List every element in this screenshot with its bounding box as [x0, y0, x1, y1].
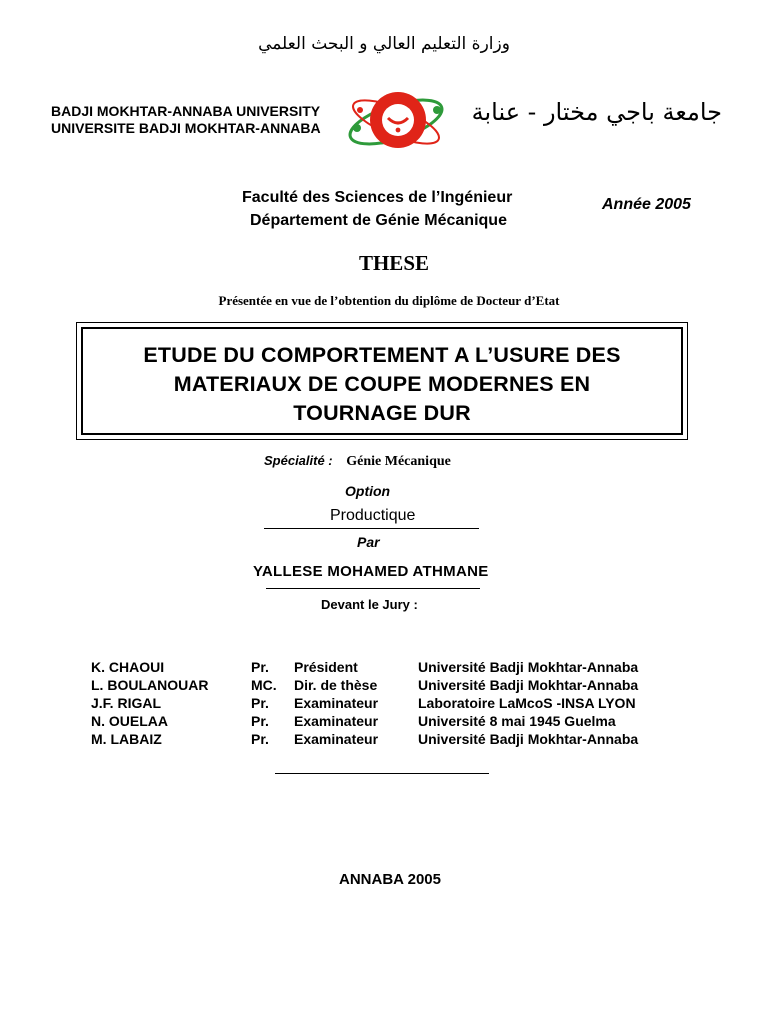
year-label: Année 2005 — [602, 196, 691, 213]
thesis-title-line2: MATERIAUX DE COUPE MODERNES EN — [173, 372, 591, 396]
thesis-title — [83, 341, 681, 428]
jury-institution: Université 8 mai 1945 Guelma — [418, 713, 616, 729]
jury-role: Examinateur — [294, 695, 379, 711]
title-frame — [76, 322, 688, 440]
jury-institution: Université Badji Mokhtar-Annaba — [418, 659, 639, 675]
university-name-line1: BADJI MOKHTAR-ANNABA UNIVERSITY — [51, 103, 321, 119]
specialty-label: Spécialité : — [264, 453, 333, 468]
jury-grade: Pr. — [251, 659, 269, 675]
jury-role: Président — [294, 659, 358, 675]
jury-name: L. BOULANOUAR — [91, 677, 209, 693]
jury-name: K. CHAOUI — [91, 659, 165, 675]
jury-grade: Pr. — [251, 695, 269, 711]
divider — [266, 588, 480, 589]
presented-for: Présentée en vue de l’obtention du diplôme de Docteur d’Etat — [218, 293, 560, 308]
jury-grade: MC. — [251, 677, 277, 693]
jury-label: Devant le Jury : — [321, 597, 418, 612]
jury-name: M. LABAIZ — [91, 731, 162, 747]
university-name-line2: UNIVERSITE BADJI MOKHTAR-ANNABA — [51, 120, 321, 136]
jury-role: Examinateur — [294, 713, 379, 729]
jury-institution: Laboratoire LaMcoS -INSA LYON — [418, 695, 636, 711]
author-name: YALLESE MOHAMED ATHMANE — [253, 563, 489, 580]
university-name-ar: جامعة باجي مختار - عنابة — [471, 98, 722, 126]
faculty-block — [242, 186, 512, 232]
jury-role: Examinateur — [294, 731, 379, 747]
department-name: Département de Génie Mécanique — [250, 212, 507, 229]
city-year: ANNABA 2005 — [339, 871, 441, 888]
document-type: THESE — [358, 251, 430, 275]
university-logo-icon — [340, 80, 452, 160]
divider — [264, 528, 479, 529]
university-name-fr — [51, 103, 321, 137]
specialty-value: Génie Mécanique — [346, 454, 451, 469]
specialty — [264, 453, 451, 470]
thesis-title-line3: TOURNAGE DUR — [293, 401, 471, 425]
faculty-name: Faculté des Sciences de l’Ingénieur — [242, 189, 513, 206]
jury-institution: Université Badji Mokhtar-Annaba — [418, 677, 639, 693]
option-label: Option — [345, 483, 391, 499]
jury-grade: Pr. — [251, 713, 269, 729]
jury-name: N. OUELAA — [91, 713, 168, 729]
ministry-title-ar: وزارة التعليم العالي و البحث العلمي — [258, 34, 510, 54]
divider — [275, 773, 489, 774]
jury-role: Dir. de thèse — [294, 677, 378, 693]
by-label: Par — [357, 534, 380, 550]
option-value: Productique — [330, 507, 416, 524]
title-frame-inner — [81, 327, 683, 435]
thesis-title-line1: ETUDE DU COMPORTEMENT A L’USURE DES — [143, 343, 621, 367]
jury-institution: Université Badji Mokhtar-Annaba — [418, 731, 639, 747]
jury-name: J.F. RIGAL — [91, 695, 162, 711]
jury-grade: Pr. — [251, 731, 269, 747]
